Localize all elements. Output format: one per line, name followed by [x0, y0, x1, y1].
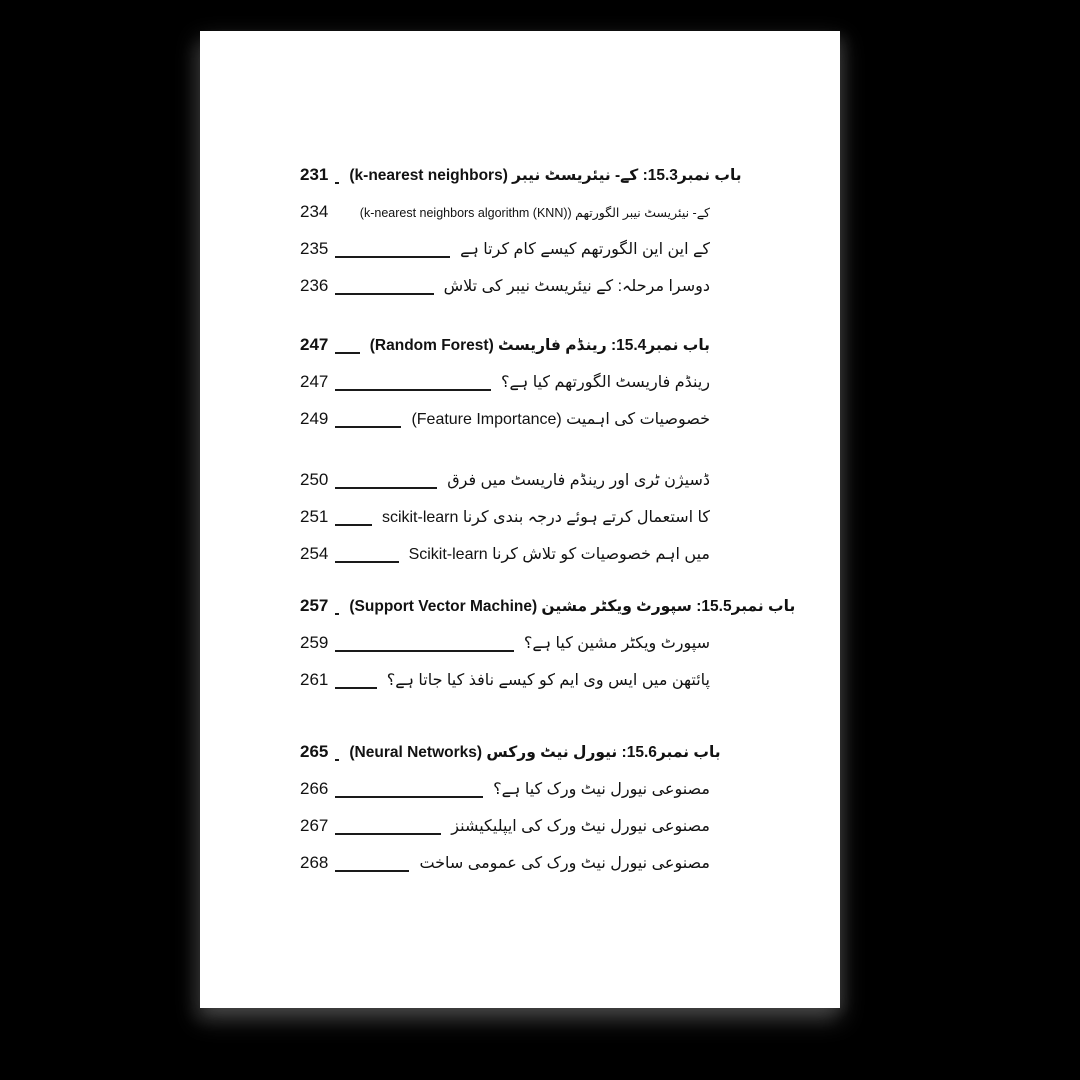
table-of-contents: [300, 156, 796, 881]
leader-line: [335, 796, 483, 798]
toc-entry-title: کے این این الگورتھم کیسے کام کرتا ہے: [460, 241, 710, 258]
toc-page-number: 234: [300, 202, 329, 221]
toc-page-number: 259: [300, 633, 329, 652]
toc-page-number: 251: [300, 507, 329, 526]
toc-entry-title: مصنوعی نیورل نیٹ ورک کی عمومی ساخت: [419, 855, 710, 872]
leader-line: [335, 182, 339, 184]
leader-line: [335, 759, 339, 761]
toc-entry-title: رینڈم فاریسٹ الگورتھم کیا ہے؟: [501, 374, 710, 391]
leader-line: [335, 256, 450, 258]
leader-line: [335, 650, 513, 652]
toc-entry-title: باب نمبر15.5: سپورٹ ویکٹر مشین (Support Vector Machine): [349, 598, 796, 615]
toc-row: [300, 230, 710, 267]
toc-section: [300, 326, 710, 437]
toc-row: [300, 326, 710, 363]
toc-row: [300, 844, 710, 881]
toc-page-number: 235: [300, 239, 329, 258]
toc-entry-title: کے- نیئریسٹ نیبر الگورتھم (k-nearest neighbors algorithm (KNN)): [359, 206, 710, 220]
toc-entry-title: ڈسیژن ٹری اور رینڈم فاریسٹ میں فرق: [447, 472, 710, 489]
toc-page-number: 247: [300, 335, 329, 354]
toc-page-number: 249: [300, 409, 329, 428]
toc-entry-title: مصنوعی نیورل نیٹ ورک کی ایپلیکیشنز: [451, 818, 710, 835]
leader-line: [335, 487, 437, 489]
toc-row: [300, 661, 710, 698]
toc-row: [300, 363, 710, 400]
leader-line: [335, 561, 398, 563]
toc-row: [300, 461, 710, 498]
leader-line: [335, 389, 491, 391]
leader-line: [335, 870, 409, 872]
toc-row: [300, 733, 721, 770]
toc-row: [300, 587, 796, 624]
toc-entry-title: خصوصیات کی اہمیت (Feature Importance): [411, 411, 710, 428]
toc-row: [300, 535, 710, 572]
toc-page-number: 266: [300, 779, 329, 798]
toc-row: [300, 624, 710, 661]
toc-page-number: 231: [300, 165, 329, 184]
toc-row: [300, 770, 710, 807]
toc-page-number: 254: [300, 544, 329, 563]
toc-section: [300, 461, 710, 572]
toc-section: [300, 156, 742, 304]
toc-page-number: 236: [300, 276, 329, 295]
toc-page-number: 265: [300, 742, 329, 761]
toc-row: [300, 267, 710, 304]
toc-entry-title: پائتھن میں ایس وی ایم کو کیسے نافذ کیا جاتا ہے؟: [386, 672, 710, 689]
toc-row: [300, 156, 742, 193]
toc-row: [300, 807, 710, 844]
leader-line: [335, 833, 441, 835]
toc-row: [300, 498, 710, 535]
leader-line: [335, 352, 359, 354]
leader-line: [335, 524, 372, 526]
toc-page-number: 247: [300, 372, 329, 391]
toc-entry-title: میں اہم خصوصیات کو تلاش کرنا Scikit-learn: [408, 546, 710, 563]
toc-page-number: 250: [300, 470, 329, 489]
toc-entry-title: مصنوعی نیورل نیٹ ورک کیا ہے؟: [493, 781, 710, 798]
toc-entry-title: باب نمبر15.6: نیورل نیٹ ورکس (Neural Networks): [349, 744, 721, 761]
toc-entry-title: دوسرا مرحلہ: کے نیئریسٹ نیبر کی تلاش: [443, 278, 710, 295]
toc-page-number: 257: [300, 596, 329, 615]
toc-row: [300, 193, 710, 230]
toc-row: [300, 400, 710, 437]
toc-entry-title: باب نمبر15.3: کے- نیئریسٹ نیبر (k-nearest neighbors): [349, 167, 742, 184]
toc-entry-title: سپورٹ ویکٹر مشین کیا ہے؟: [523, 635, 710, 652]
leader-line: [335, 687, 376, 689]
toc-page-number: 261: [300, 670, 329, 689]
book-page: [200, 31, 840, 1008]
toc-section: [300, 733, 721, 881]
leader-line: [335, 426, 401, 428]
toc-page-number: 267: [300, 816, 329, 835]
leader-line: [335, 613, 339, 615]
toc-entry-title: باب نمبر15.4: رینڈم فاریسٹ (Random Forest): [369, 337, 710, 354]
toc-entry-title: کا استعمال کرتے ہوئے درجہ بندی کرنا scikit-learn: [381, 509, 710, 526]
toc-section: [300, 587, 796, 698]
leader-line: [335, 293, 433, 295]
toc-page-number: 268: [300, 853, 329, 872]
